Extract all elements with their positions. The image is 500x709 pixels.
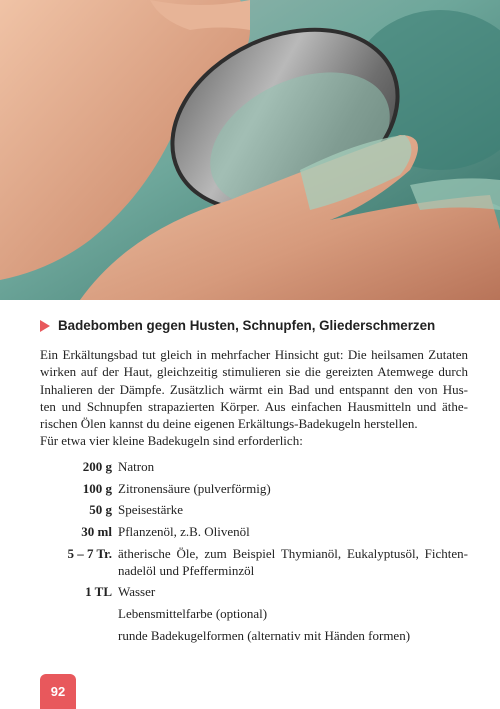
ingredient-name-line: Lebensmittelfarbe (optional) xyxy=(118,606,268,621)
ingredient-name xyxy=(118,480,468,497)
ingredient-name xyxy=(118,523,468,540)
ingredient-amount: 50 g xyxy=(89,502,112,517)
ingredient-name-line: Wasser xyxy=(118,584,156,599)
paragraph-line: ten und Schnupfen strapazierten Körper. Aus einfachen Hausmitteln und äthe- xyxy=(40,398,468,414)
ingredient-name xyxy=(118,501,468,518)
ingredient-name xyxy=(118,458,468,475)
ingredient-amount: 1 TL xyxy=(85,584,112,599)
paragraph-line: Inhalieren der Dämpfe. Zusätzlich wärmt ein Bad und entspannt den von Hus- xyxy=(40,381,468,397)
ingredient-name-line: nadelöl und Pfefferminzöl xyxy=(118,563,255,578)
ingredient-name-line: Speisestärke xyxy=(118,502,183,517)
paragraph-line: wirken auf der Haut, gleichzeitig stimulieren sie die gereizten Atemwege durch xyxy=(40,364,468,380)
ingredients-intro: Für etwa vier kleine Badekugeln sind erforderlich: xyxy=(40,433,303,448)
ingredient-amount: 200 g xyxy=(82,459,112,474)
ingredient-name-line: Zitronensäure (pulverförmig) xyxy=(118,481,271,496)
ingredient-name-line: ätherische Öle, zum Beispiel Thymianöl, Eukalyptusöl, Fichten- xyxy=(118,546,468,561)
ingredient-name xyxy=(118,583,468,600)
ingredient-amount: 30 ml xyxy=(81,524,112,539)
ingredient-amount: 5 – 7 Tr. xyxy=(67,546,112,561)
play-arrow-icon xyxy=(40,320,50,332)
ingredient-name-line: Pflanzenöl, z.B. Olivenöl xyxy=(118,524,250,539)
ingredient-amount: 100 g xyxy=(82,481,112,496)
paragraph-line: Ein Erkältungsbad tut gleich in mehrfacher Hinsicht gut: Die heilsamen Zutaten xyxy=(40,347,468,362)
ingredient-name xyxy=(118,605,468,622)
section-heading xyxy=(40,318,480,333)
page-number: 92 xyxy=(50,684,66,699)
ingredient-name xyxy=(118,545,468,579)
paragraph-line: rischen Ölen kannst du deine eigenen Erkältungs-Badekugeln herstellen. xyxy=(40,416,418,432)
photo-illustration xyxy=(0,0,500,300)
ingredient-name-line: runde Badekugelformen (alternativ mit Händen formen) xyxy=(118,628,411,643)
body-paragraph xyxy=(40,346,468,432)
hands-bath-bomb-photo xyxy=(0,0,500,300)
ingredient-name xyxy=(118,627,468,644)
section-heading-text: Badebomben gegen Husten, Schnupfen, Gliederschmerzen xyxy=(58,318,436,333)
ingredient-name-line: Natron xyxy=(118,459,155,474)
page-number-badge xyxy=(40,674,76,709)
